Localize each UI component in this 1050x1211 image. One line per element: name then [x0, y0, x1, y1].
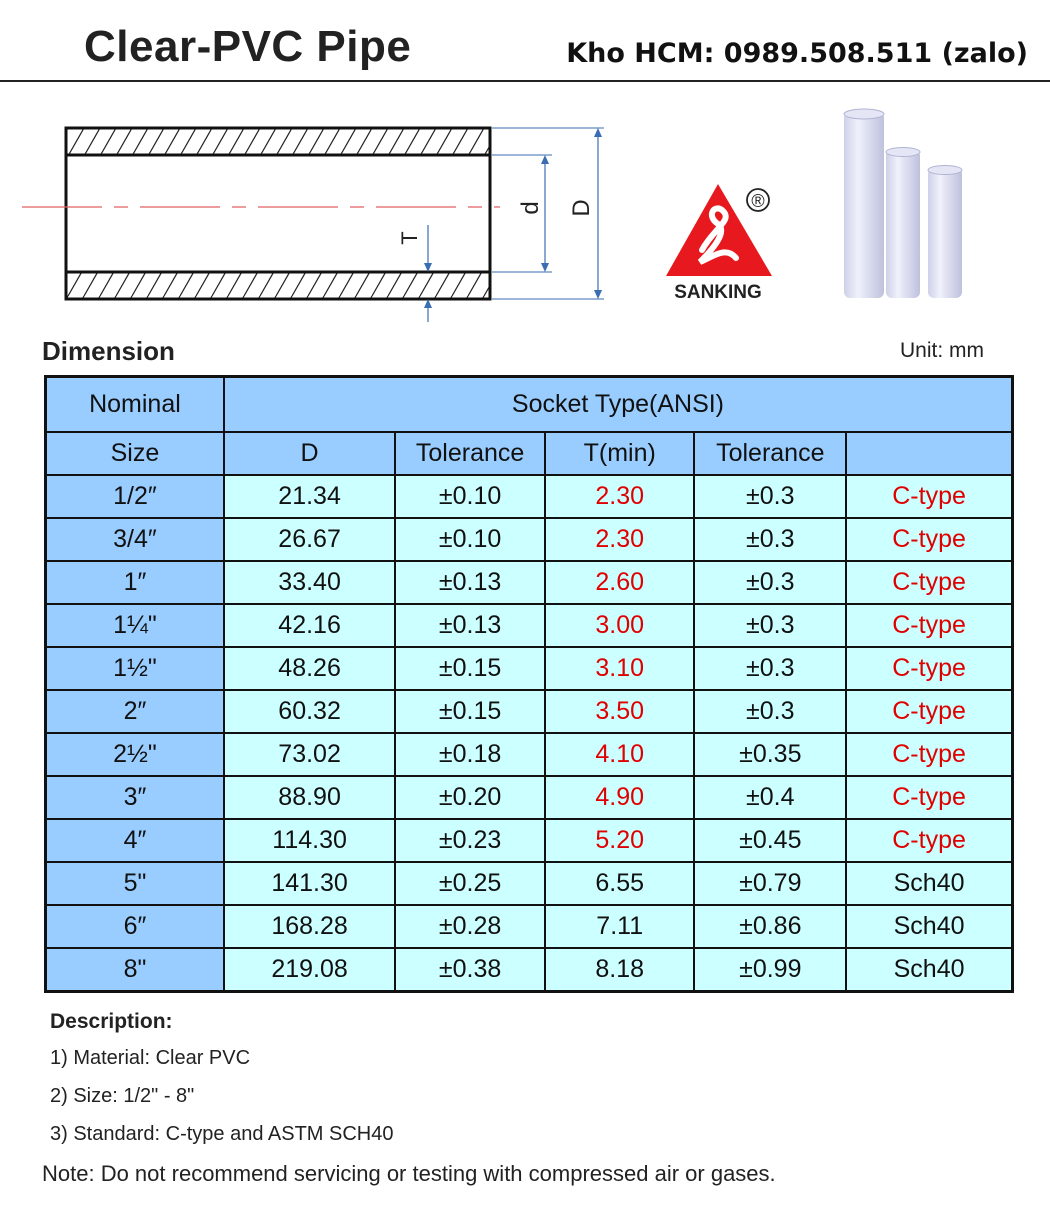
header-type	[846, 432, 1012, 475]
cell-tolerance-D: ±0.18	[395, 733, 545, 776]
cell-tolerance-T: ±0.3	[694, 475, 846, 518]
cell-D: 219.08	[224, 948, 395, 992]
cell-tolerance-D: ±0.28	[395, 905, 545, 948]
cell-T-min: 2.30	[545, 518, 694, 561]
cell-tolerance-D: ±0.13	[395, 561, 545, 604]
header-T-min: T(min)	[545, 432, 694, 475]
usage-note: Note: Do not recommend servicing or testing with compressed air or gases.	[42, 1161, 776, 1186]
cell-tolerance-T: ±0.35	[694, 733, 846, 776]
header-tolerance-D: Tolerance	[395, 432, 545, 475]
table-row	[46, 733, 1013, 776]
cell-type: C-type	[846, 561, 1012, 604]
table-row	[46, 776, 1013, 819]
header-divider	[0, 80, 1050, 82]
label-T: T	[397, 231, 422, 245]
cell-T-min: 3.50	[545, 690, 694, 733]
cell-D: 88.90	[224, 776, 395, 819]
cell-tolerance-T: ±0.4	[694, 776, 846, 819]
cell-T-min: 7.11	[545, 905, 694, 948]
cell-tolerance-D: ±0.15	[395, 690, 545, 733]
cell-size: 8"	[46, 948, 224, 992]
cell-tolerance-T: ±0.79	[694, 862, 846, 905]
unit-label: Unit: mm	[900, 339, 984, 362]
cell-tolerance-T: ±0.3	[694, 604, 846, 647]
cell-type: C-type	[846, 647, 1012, 690]
header-socket-type: Socket Type(ANSI)	[224, 377, 1013, 433]
table-row	[46, 690, 1013, 733]
cell-tolerance-T: ±0.86	[694, 905, 846, 948]
cell-tolerance-D: ±0.20	[395, 776, 545, 819]
table-subheader-row	[46, 432, 1013, 475]
cell-size: 4″	[46, 819, 224, 862]
cell-size: 3/4″	[46, 518, 224, 561]
dimension-heading: Dimension	[42, 336, 175, 366]
cell-tolerance-T: ±0.3	[694, 518, 846, 561]
cell-size: 1″	[46, 561, 224, 604]
cell-tolerance-D: ±0.10	[395, 518, 545, 561]
cell-tolerance-D: ±0.23	[395, 819, 545, 862]
cell-T-min: 8.18	[545, 948, 694, 992]
header-tolerance-T: Tolerance	[694, 432, 846, 475]
header-D: D	[224, 432, 395, 475]
cell-D: 48.26	[224, 647, 395, 690]
cell-type: C-type	[846, 604, 1012, 647]
sanking-logo	[662, 180, 782, 305]
table-row	[46, 604, 1013, 647]
cell-tolerance-D: ±0.25	[395, 862, 545, 905]
clear-pipes-image	[836, 106, 976, 306]
description-item-standard: 3) Standard: C-type and ASTM SCH40	[50, 1123, 394, 1145]
table-row	[46, 948, 1013, 992]
cell-size: 5"	[46, 862, 224, 905]
cell-T-min: 6.55	[545, 862, 694, 905]
table-row	[46, 561, 1013, 604]
table-header-row	[46, 377, 1013, 433]
cell-tolerance-D: ±0.15	[395, 647, 545, 690]
cell-D: 73.02	[224, 733, 395, 776]
description-title: Description:	[50, 1010, 173, 1033]
table-row	[46, 862, 1013, 905]
cell-type: Sch40	[846, 862, 1012, 905]
cell-T-min: 4.90	[545, 776, 694, 819]
cell-type: C-type	[846, 475, 1012, 518]
cell-T-min: 5.20	[545, 819, 694, 862]
cell-tolerance-T: ±0.3	[694, 647, 846, 690]
cell-T-min: 2.60	[545, 561, 694, 604]
cell-size: 1½"	[46, 647, 224, 690]
label-D: D	[568, 199, 595, 217]
cell-D: 26.67	[224, 518, 395, 561]
table-row	[46, 475, 1013, 518]
contact-hotline: Kho HCM: 0989.508.511 (zalo)	[566, 38, 1028, 69]
label-d: d	[517, 201, 544, 215]
cell-type: Sch40	[846, 948, 1012, 992]
cell-type: C-type	[846, 690, 1012, 733]
cell-type: C-type	[846, 518, 1012, 561]
description-item-size: 2) Size: 1/2" - 8"	[50, 1085, 195, 1107]
cell-D: 168.28	[224, 905, 395, 948]
cell-D: 42.16	[224, 604, 395, 647]
page-title: Clear-PVC Pipe	[84, 22, 412, 71]
cell-size: 6″	[46, 905, 224, 948]
cell-tolerance-D: ±0.38	[395, 948, 545, 992]
cell-T-min: 2.30	[545, 475, 694, 518]
cell-D: 114.30	[224, 819, 395, 862]
cell-T-min: 3.10	[545, 647, 694, 690]
table-row	[46, 905, 1013, 948]
registered-mark: ®	[751, 191, 765, 211]
table-row	[46, 518, 1013, 561]
cell-size: 2½"	[46, 733, 224, 776]
cell-D: 141.30	[224, 862, 395, 905]
cell-tolerance-D: ±0.13	[395, 604, 545, 647]
cell-type: C-type	[846, 733, 1012, 776]
table-row	[46, 819, 1013, 862]
header-size: Size	[46, 432, 224, 475]
cell-tolerance-T: ±0.99	[694, 948, 846, 992]
cell-tolerance-D: ±0.10	[395, 475, 545, 518]
cell-D: 21.34	[224, 475, 395, 518]
pipe-section-diagram	[0, 100, 640, 330]
dimension-table	[44, 375, 1014, 993]
cell-type: C-type	[846, 776, 1012, 819]
cell-T-min: 3.00	[545, 604, 694, 647]
cell-tolerance-T: ±0.3	[694, 690, 846, 733]
cell-type: C-type	[846, 819, 1012, 862]
cell-size: 2″	[46, 690, 224, 733]
table-row	[46, 647, 1013, 690]
header-nominal: Nominal	[46, 377, 224, 433]
cell-T-min: 4.10	[545, 733, 694, 776]
cell-size: 3″	[46, 776, 224, 819]
brand-name: SANKING	[674, 282, 762, 303]
cell-D: 60.32	[224, 690, 395, 733]
cell-D: 33.40	[224, 561, 395, 604]
cell-tolerance-T: ±0.3	[694, 561, 846, 604]
cell-size: 1¼"	[46, 604, 224, 647]
cell-type: Sch40	[846, 905, 1012, 948]
cell-size: 1/2″	[46, 475, 224, 518]
description-item-material: 1) Material: Clear PVC	[50, 1047, 251, 1069]
cell-tolerance-T: ±0.45	[694, 819, 846, 862]
